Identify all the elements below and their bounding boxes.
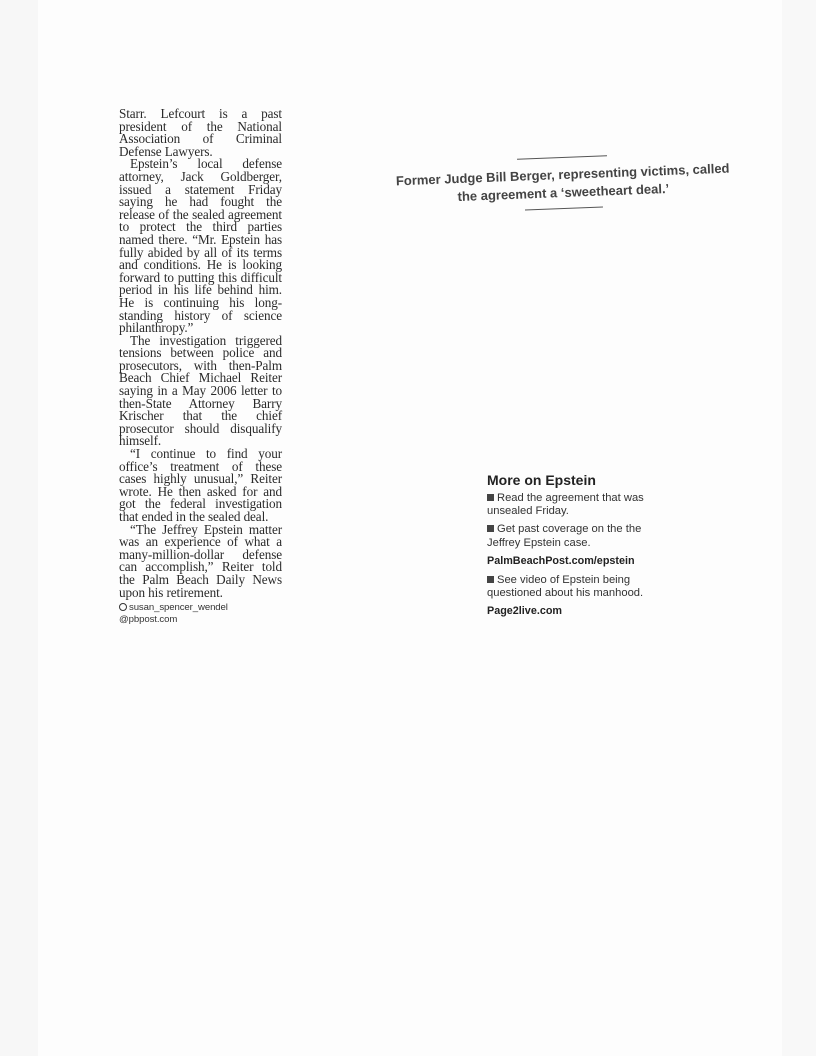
pull-quote-text: Former Judge Bill Berger, representing victims, called the agreement a ‘sweetheart deal.’ [395, 160, 730, 205]
sidebar-link-epstein[interactable]: PalmBeachPost.com/epstein [487, 554, 635, 567]
bullet-square-icon [487, 525, 494, 532]
sidebar-item: Get past coverage on the the Jeffrey Epstein case. [487, 523, 642, 549]
article-paragraph: The investigation triggered tensions between police and prosecutors, with then-Palm Beach Chief Michael Reiter saying in a May 2006 letter to then-State Attorney Barry Krischer that the chief prosecutor should disqualify himself. [119, 332, 282, 449]
sidebar-title: More on Epstein [487, 472, 596, 488]
article-paragraph: “The Jeffrey Epstein matter was an experience of what a many-million-dollar defense can accomplish,” Reiter told the Palm Beach Daily News upon his retirement. [119, 521, 282, 600]
pull-quote-rule-top [517, 155, 607, 159]
article-column [119, 108, 282, 626]
sidebar-link-page2live[interactable]: Page2live.com [487, 605, 563, 618]
article-paragraph: “I continue to find your office’s treatment of these cases highly unusual,” Reiter wrote. He then asked for and got the federal investigation that ended in the sealed deal. [119, 446, 282, 524]
sidebar-item: See video of Epstein being questioned about his manhood. [487, 574, 644, 600]
byline-handle: susan_spencer_wendel [129, 602, 228, 614]
twitter-icon [119, 603, 127, 611]
byline-email: @pbpost.com [119, 614, 178, 626]
scan-margin-left [0, 0, 38, 1056]
scan-margin-right [782, 0, 816, 1056]
pull-quote [387, 150, 739, 215]
more-on-epstein-box [487, 472, 657, 625]
byline [119, 602, 282, 626]
article-paragraph: Starr. Lefcourt is a past president of the National Association of Criminal Defense Lawyers. [119, 106, 282, 159]
bullet-square-icon [487, 576, 494, 583]
sidebar-item: Read the agreement that was unsealed Friday. [487, 492, 644, 518]
pull-quote-rule-bottom [525, 206, 603, 210]
article-paragraph: Epstein’s local defense attorney, Jack Goldberger, issued a statement Friday saying he had fought the release of the sealed agreement to protect the third parties named there. “Mr. Epstein has fully abided by all of its terms and conditions. He is looking forward to putting this difficult period in his life behind him. He is continuing his long-standing history of science philanthropy.” [119, 156, 282, 336]
bullet-square-icon [487, 494, 494, 501]
